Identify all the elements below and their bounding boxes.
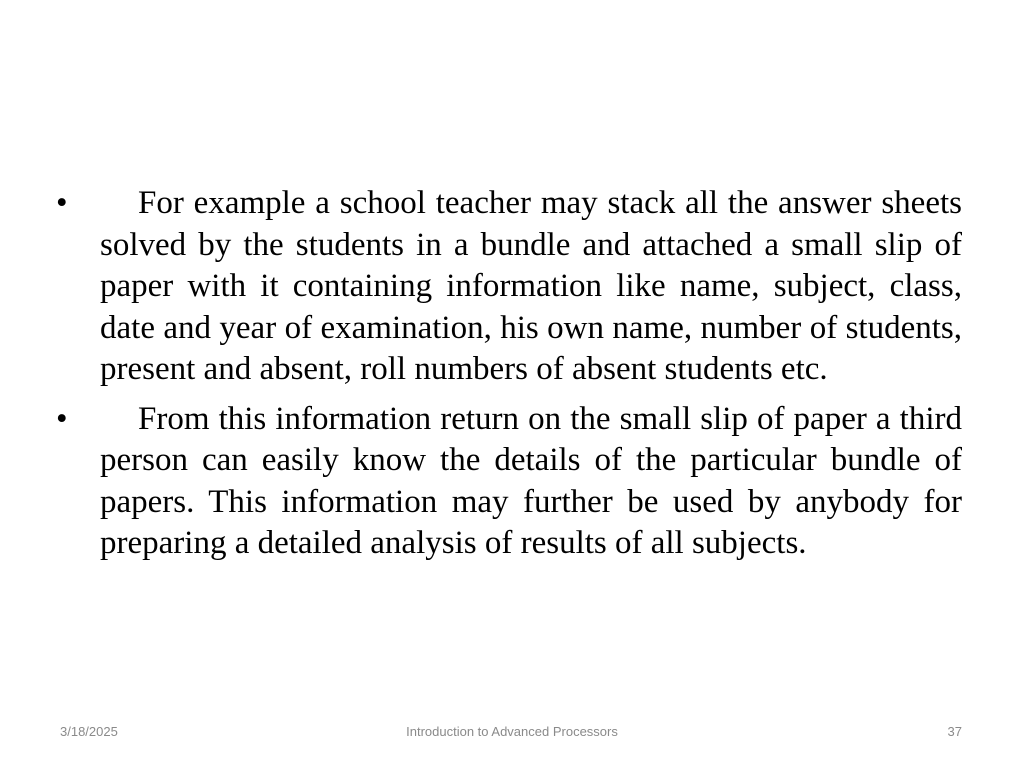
footer-date: 3/18/2025 [60,724,118,739]
page-number: 37 [947,724,962,739]
bullet-list [56,183,962,573]
bullet-marker: • [56,185,68,221]
list-item [56,399,962,565]
bullet-text: From this information return on the small slip of paper a third person can easily know the details of the particular bundle of papers. This information may further be used by anybody for preparing a detailed analysis of results of all subjects. [100,400,962,561]
bullet-text: For example a school teacher may stack all the answer sheets solved by the students in a bundle and attached a small slip of paper with it containing information like name, subject, class, date and year of examination, his own name, number of students, present and absent, roll numbers of absent students etc. [100,185,962,387]
list-item [56,183,962,391]
bullet-marker: • [56,400,68,437]
footer-title: Introduction to Advanced Processors [406,724,618,739]
